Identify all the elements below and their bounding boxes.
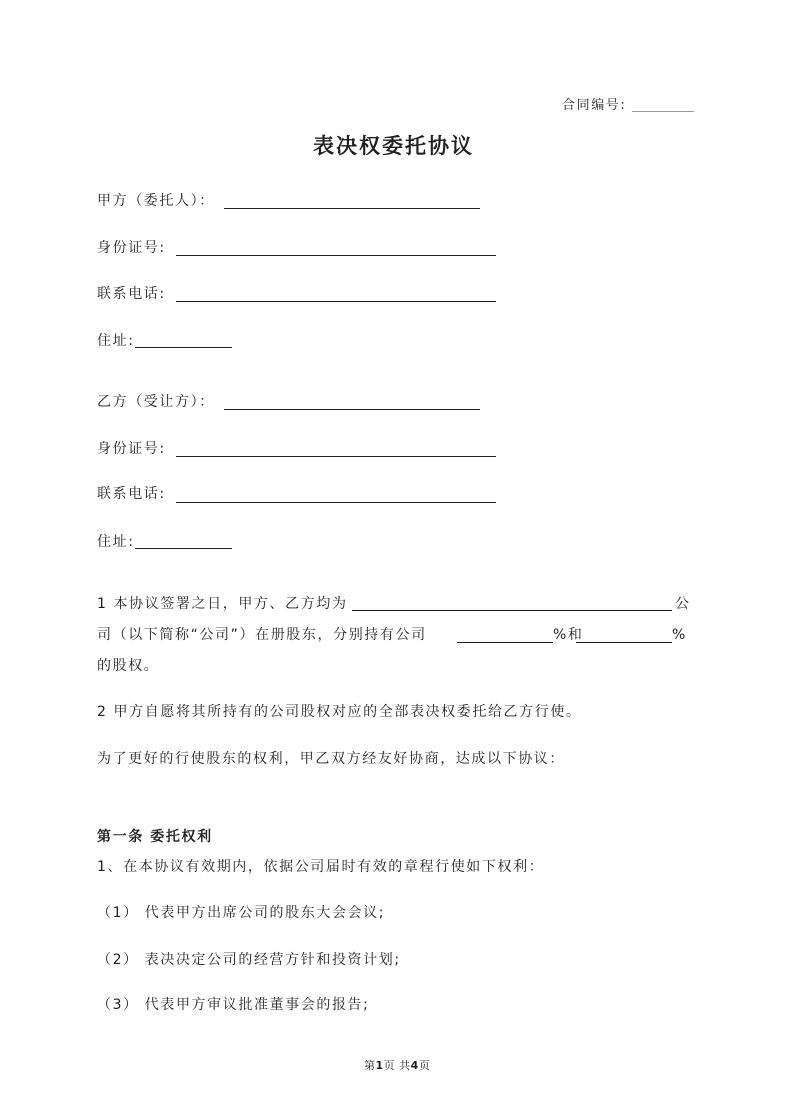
article-1-heading: 第一条 委托权利 — [97, 829, 213, 845]
party-b-id-label: 身份证号: — [97, 441, 166, 457]
party-a-address-label: 住址: — [97, 333, 135, 349]
percent-sign-text: % — [672, 627, 687, 643]
contract-number-field[interactable] — [632, 111, 694, 112]
page-prefix: 第 — [364, 1059, 376, 1072]
party-a-id-label: 身份证号: — [97, 240, 166, 256]
party-a-name-field[interactable] — [224, 208, 480, 209]
party-b-address-field[interactable] — [135, 548, 232, 549]
document-title: 表决权委托协议 — [313, 133, 474, 158]
clause-1-line-2-prefix: 司（以下简称“公司”）在册股东，分别持有公司 — [97, 627, 427, 643]
clause-1-line-1-prefix: 1 本协议签署之日，甲方、乙方均为 — [97, 596, 348, 612]
party-b-name-label: 乙方（受让方）： — [97, 394, 215, 410]
party-a-phone-field[interactable] — [176, 301, 496, 302]
party-a-address-field[interactable] — [135, 347, 232, 348]
party-a-id-field[interactable] — [176, 255, 496, 256]
clause-1-line-1-suffix: 公 — [675, 596, 691, 612]
page-number: 1 — [375, 1059, 384, 1072]
contract-number-label: 合同编号: — [562, 98, 627, 113]
page-suffix: 页 — [418, 1059, 431, 1072]
article-1-subitem-2: （2） 表决决定公司的经营方针和投资计划; — [97, 952, 401, 968]
clause-1-line-3: 的股权。 — [97, 658, 160, 674]
party-b-name-field[interactable] — [224, 409, 480, 410]
agreement-intro-text: 为了更好的行使股东的权利，甲乙双方经友好协商，达成以下协议： — [97, 751, 565, 767]
party-b-id-field[interactable] — [176, 456, 496, 457]
page-mid: 页 共 — [383, 1059, 411, 1072]
article-1-item-1: 1、在本协议有效期内，依据公司届时有效的章程行使如下权利： — [97, 859, 545, 875]
article-1-subitem-1: （1） 代表甲方出席公司的股东大会会议; — [97, 905, 386, 921]
party-a-percentage-field[interactable] — [457, 642, 553, 643]
party-a-name-label: 甲方（委托人）： — [97, 193, 215, 209]
clause-2-text: 2 甲方自愿将其所持有的公司股权对应的全部表决权委托给乙方行使。 — [97, 704, 582, 720]
party-b-phone-field[interactable] — [176, 502, 496, 503]
party-b-phone-label: 联系电话: — [97, 486, 166, 502]
party-b-address-label: 住址: — [97, 534, 135, 550]
party-a-phone-label: 联系电话: — [97, 286, 166, 302]
percent-and-text: %和 — [553, 627, 584, 643]
company-name-field[interactable] — [352, 610, 672, 611]
page-footer — [364, 1057, 430, 1073]
article-1-subitem-3: （3） 代表甲方审议批准董事会的报告; — [97, 997, 370, 1013]
page-total: 4 — [410, 1059, 419, 1072]
party-b-percentage-field[interactable] — [576, 642, 672, 643]
